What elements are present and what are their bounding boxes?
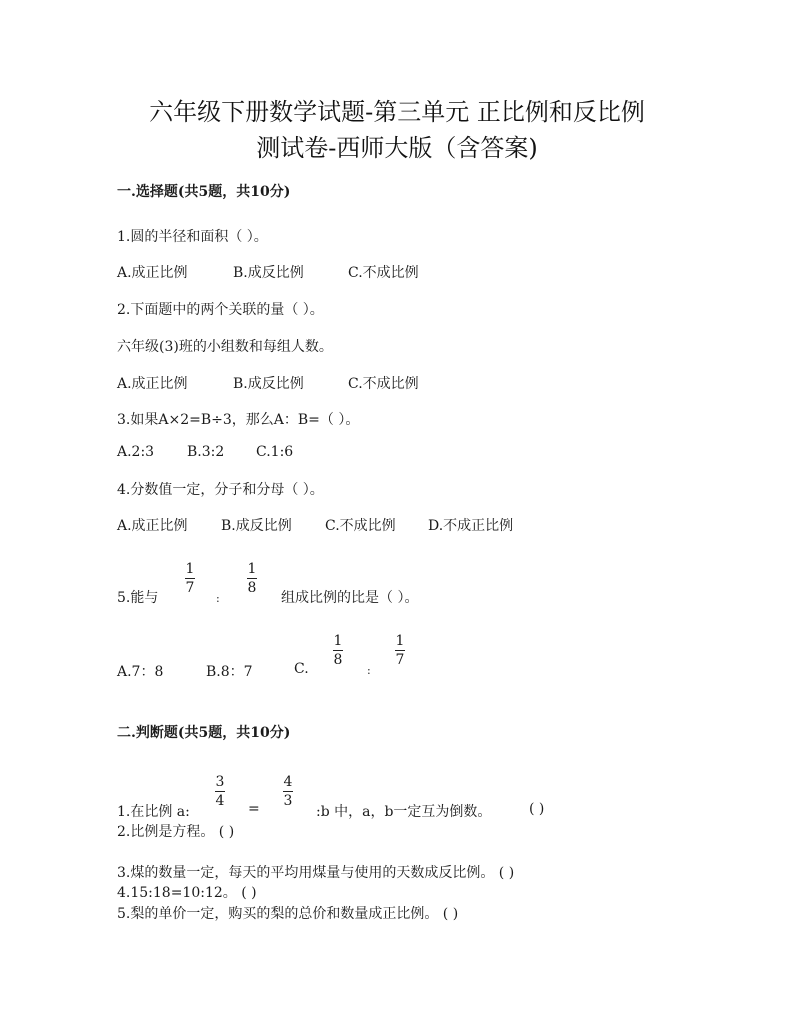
- question-5-prefix: 5.能与: [117, 590, 159, 606]
- q5-option-c-fraction-2-denominator: 7: [395, 652, 405, 668]
- q4-option-a: A.成正比例: [117, 518, 188, 534]
- question-2-context: 六年级(3)班的小组数和每组人数。: [117, 339, 333, 355]
- q5-fraction-2-numerator: 1: [247, 561, 257, 577]
- q5-option-c-fraction-1: [329, 633, 347, 668]
- judge-1-answer-paren: ( ): [529, 801, 545, 817]
- fraction-bar: [395, 650, 405, 651]
- q5-option-c: C.: [294, 661, 309, 677]
- j1-fraction-2-denominator: 3: [283, 793, 293, 809]
- question-1: 1.圆的半径和面积（ ）。: [117, 229, 268, 245]
- section-heading-choice: 一.选择题(共5题，共10分): [117, 184, 291, 200]
- page-title: 六年级下册数学试题-第三单元 正比例和反比例: [149, 98, 645, 126]
- q3-option-a: A.2:3: [117, 444, 155, 460]
- q1-option-c: C.不成比例: [348, 265, 419, 281]
- judge-3: 3.煤的数量一定，每天的平均用煤量与使用的天数成反比例。 ( ): [117, 865, 515, 881]
- q5-option-a: A.7：8: [117, 664, 164, 680]
- q1-option-b: B.成反比例: [233, 265, 304, 281]
- q5-option-b: B.8：7: [206, 664, 253, 680]
- judge-4: 4.15:18=10:12。 ( ): [117, 885, 257, 901]
- judge-5: 5.梨的单价一定，购买的梨的总价和数量成正比例。 ( ): [117, 906, 459, 922]
- q5-fraction-1-denominator: 7: [185, 580, 195, 596]
- q2-option-b: B.成反比例: [233, 376, 304, 392]
- q1-option-a: A.成正比例: [117, 265, 188, 281]
- judge-2: 2.比例是方程。 ( ): [117, 824, 235, 840]
- q5-fraction-2-denominator: 8: [247, 580, 257, 596]
- q5-colon: :: [216, 592, 220, 605]
- judge-1-suffix: :b 中，a，b一定互为倒数。: [316, 804, 492, 820]
- q5-option-c-fraction-1-numerator: 1: [333, 633, 343, 649]
- fraction-bar: [333, 650, 343, 651]
- j1-fraction-1: [211, 774, 229, 809]
- q5-option-c-fraction-1-denominator: 8: [333, 652, 343, 668]
- fraction-bar: [215, 791, 225, 792]
- q5-option-c-fraction-2: [391, 633, 409, 668]
- section-heading-judge: 二.判断题(共5题，共10分): [117, 725, 291, 741]
- q5-fraction-1-numerator: 1: [185, 561, 195, 577]
- q5-option-c-colon: :: [367, 664, 371, 677]
- fraction-bar: [185, 578, 195, 579]
- j1-fraction-2-numerator: 4: [283, 774, 293, 790]
- q2-option-c: C.不成比例: [348, 376, 419, 392]
- q3-option-b: B.3:2: [187, 444, 225, 460]
- question-4: 4.分数值一定，分子和分母（ ）。: [117, 482, 324, 498]
- j1-fraction-2: [279, 774, 297, 809]
- q3-option-c: C.1:6: [256, 444, 294, 460]
- q5-fraction-2: [243, 561, 261, 596]
- q4-option-d: D.不成正比例: [428, 518, 514, 534]
- q4-option-b: B.成反比例: [221, 518, 292, 534]
- fraction-bar: [247, 578, 257, 579]
- question-3: 3.如果A×2=B÷3，那么A：B=（ ）。: [117, 412, 360, 428]
- j1-equals: =: [248, 801, 260, 817]
- q2-option-a: A.成正比例: [117, 376, 188, 392]
- fraction-bar: [283, 791, 293, 792]
- q4-option-c: C.不成比例: [325, 518, 396, 534]
- q5-option-c-fraction-2-numerator: 1: [395, 633, 405, 649]
- j1-fraction-1-denominator: 4: [215, 793, 225, 809]
- page-subtitle: 测试卷-西师大版（含答案): [256, 134, 538, 162]
- question-5-suffix: 组成比例的比是（ ）。: [281, 590, 419, 606]
- q5-fraction-1: [181, 561, 199, 596]
- question-2: 2.下面题中的两个关联的量（ ）。: [117, 302, 324, 318]
- judge-1-prefix: 1.在比例 a:: [117, 804, 190, 820]
- j1-fraction-1-numerator: 3: [215, 774, 225, 790]
